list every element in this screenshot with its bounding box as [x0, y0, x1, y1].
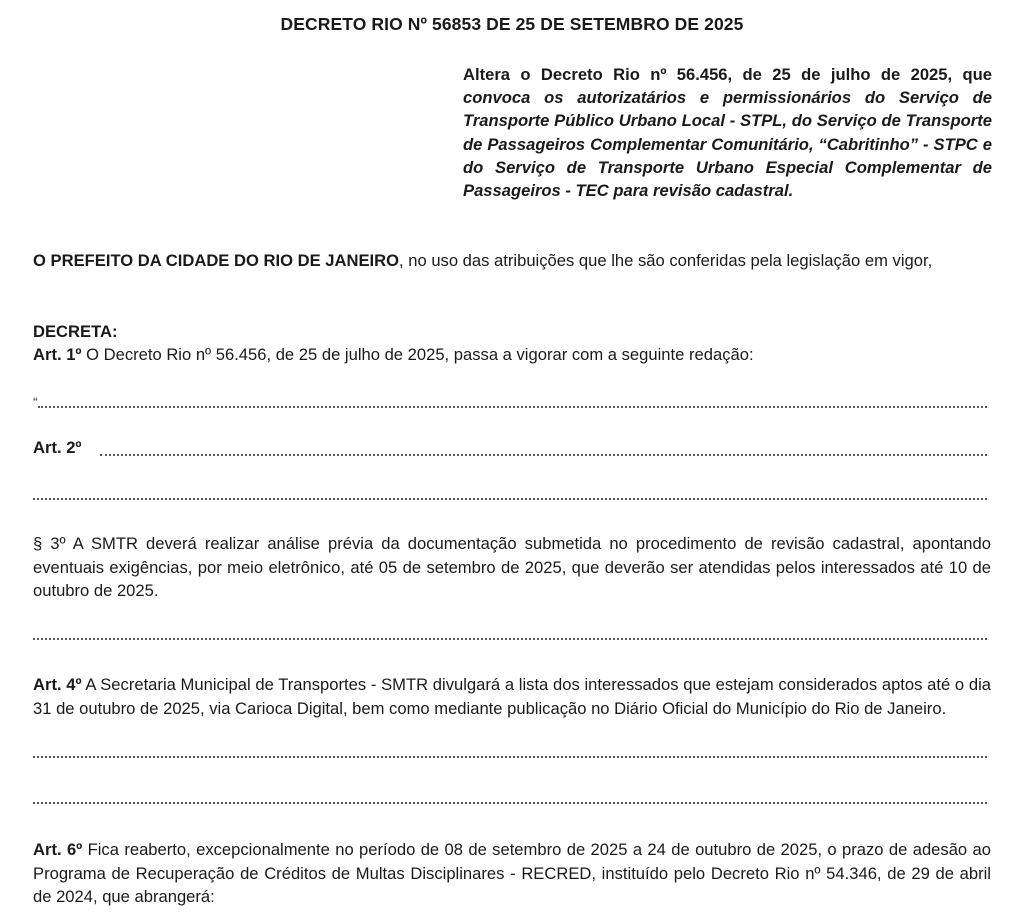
preamble-text: , no uso das atribuições que lhe são conferidas pela legislação em vigor, [399, 251, 933, 270]
ellipsis-line-5 [33, 800, 987, 804]
open-quote-mark: “ [33, 394, 38, 410]
article-6-label: Art. 6º [33, 840, 83, 859]
preamble [33, 249, 991, 273]
article-4-text: A Secretaria Municipal de Transportes - SMTR divulgará a lista dos interessados que estejam considerados aptos até o dia 31 de outubro de 2025, via Carioca Digital, bem como mediante publicação no Diário Oficial do Município do Rio de Janeiro. [33, 675, 991, 718]
ellipsis-line-3 [33, 636, 987, 640]
article-6-text: Fica reaberto, excepcionalmente no período de 08 de setembro de 2025 a 24 de outubro de 2025, o prazo de adesão ao Programa de Recuperação de Créditos de Multas Disciplinares - RECRED, instituído pelo Decreto Rio nº 54.346, de 29 de abril de 2024, que abrangerá: [33, 840, 991, 906]
paragraph-3: § 3º A SMTR deverá realizar análise prévia da documentação submetida no procedimento de revisão cadastral, apontando eventuais exigências, por meio eletrônico, até 05 de setembro de 2025, que deverão ser atendidas pelos interessados até 10 de outubro de 2025. [33, 534, 991, 600]
article-1-label: Art. 1º [33, 345, 82, 364]
decreta-heading: DECRETA: [33, 322, 118, 341]
ellipsis-line-2 [33, 496, 987, 500]
preamble-authority: O PREFEITO DA CIDADE DO RIO DE JANEIRO [33, 251, 400, 270]
ementa-italic: convoca os autorizatários e permissionários do Serviço de Transporte Público Urbano Local - STPL, do Serviço de Transporte de Passageiros Complementar Comunitário, “Cabritinho” - STPC e do Serviço de Transporte Urbano Especial Complementar de Passageiros - TEC para revisão cadastral. [463, 88, 992, 201]
ellipsis-line-art2 [100, 452, 987, 456]
decree-ementa [463, 63, 992, 202]
article-4-label: Art. 4º [33, 675, 82, 694]
article-1-text: O Decreto Rio nº 56.456, de 25 de julho de 2025, passa a vigorar com a seguinte redação: [81, 345, 754, 364]
ementa-lead: Altera o Decreto Rio nº 56.456, de 25 de julho de 2025, que [463, 65, 992, 84]
decree-title: DECRETO RIO Nº 56853 DE 25 DE SETEMBRO DE 2025 [280, 14, 744, 34]
article-4 [33, 673, 991, 720]
ellipsis-line-4 [33, 754, 987, 758]
ellipsis-line-1 [38, 404, 987, 408]
article-6 [33, 838, 991, 909]
article-2-label: Art. 2º [33, 438, 82, 457]
article-1 [33, 343, 991, 367]
